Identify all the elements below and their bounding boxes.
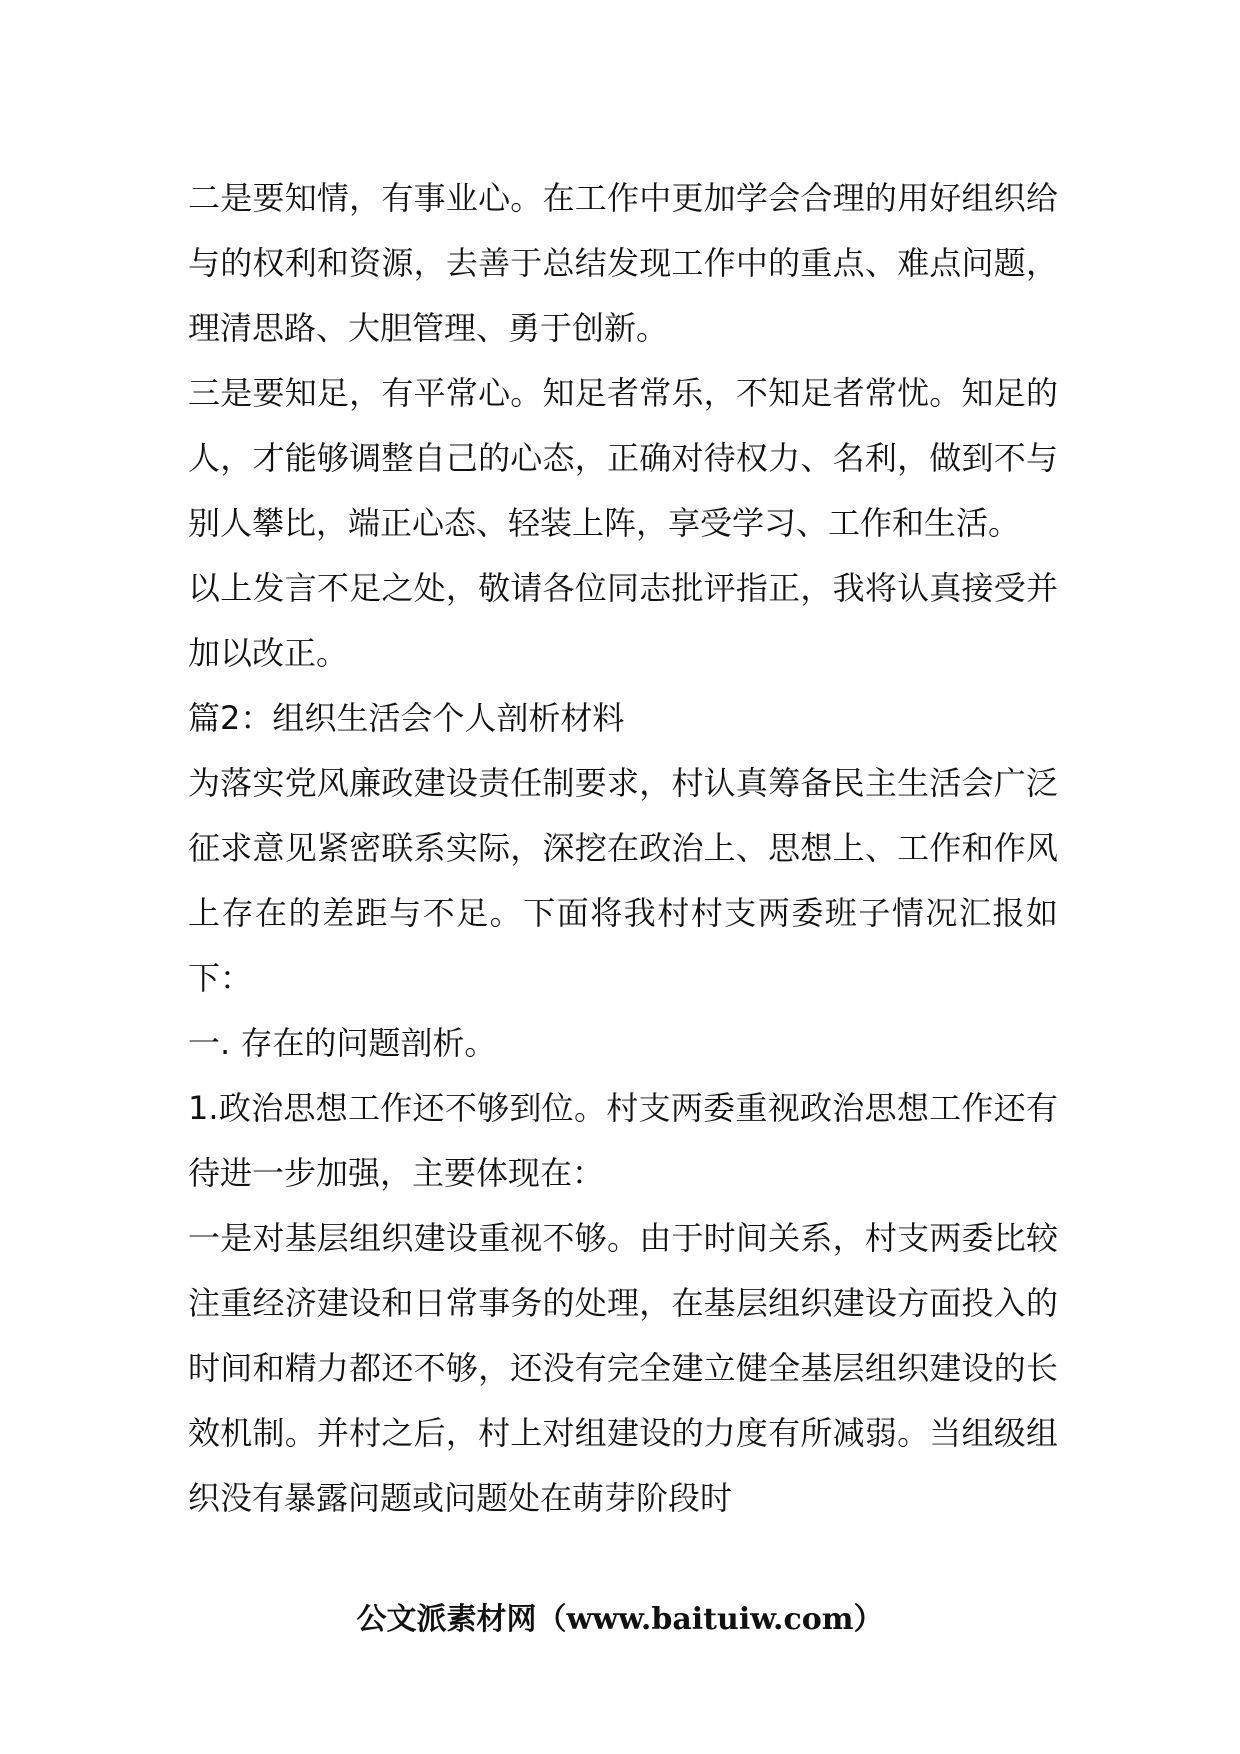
paragraph-item-1: 1.政治思想工作还不够到位。村支两委重视政治思想工作还有待进一步加强，主要体现在： xyxy=(188,1089,1058,1192)
document-body xyxy=(188,166,1058,1531)
paragraph-intro: 为落实党风廉政建设责任制要求，村认真筹备民主生活会广泛征求意见紧密联系实际，深挖在政治上、思想上、工作和作风上存在的差距与不足。下面将我村村支两委班子情况汇报如下： xyxy=(188,764,1058,997)
paragraph-point-1: 一是对基层组织建设重视不够。由于时间关系，村支两委比较注重经济建设和日常事务的处理，在基层组织建设方面投入的时间和精力都还不够，还没有完全建立健全基层组织建设的长效机制。并村之后，村上对组建设的力度有所减弱。当组级组织没有暴露问题或问题处在萌芽阶段时 xyxy=(188,1219,1058,1517)
section-heading: 篇2：组织生活会个人剖析材料 xyxy=(188,699,625,737)
page-footer: 公文派素材网（www.baituiw.com） xyxy=(356,1602,884,1637)
paragraph-closing: 以上发言不足之处，敬请各位同志批评指正，我将认真接受并加以改正。 xyxy=(188,569,1058,672)
paragraph-zhizu: 三是要知足，有平常心。知足者常乐，不知足者常忧。知足的人，才能够调整自己的心态，正确对待权力、名利，做到不与别人攀比，端正心态、轻装上阵，享受学习、工作和生活。 xyxy=(188,374,1058,542)
subsection-heading: 一. 存在的问题剖析。 xyxy=(188,1024,497,1062)
paragraph-zhiqing: 二是要知情，有事业心。在工作中更加学会合理的用好组织给与的权利和资源，去善于总结发现工作中的重点、难点问题，理清思路、大胆管理、勇于创新。 xyxy=(188,179,1058,347)
